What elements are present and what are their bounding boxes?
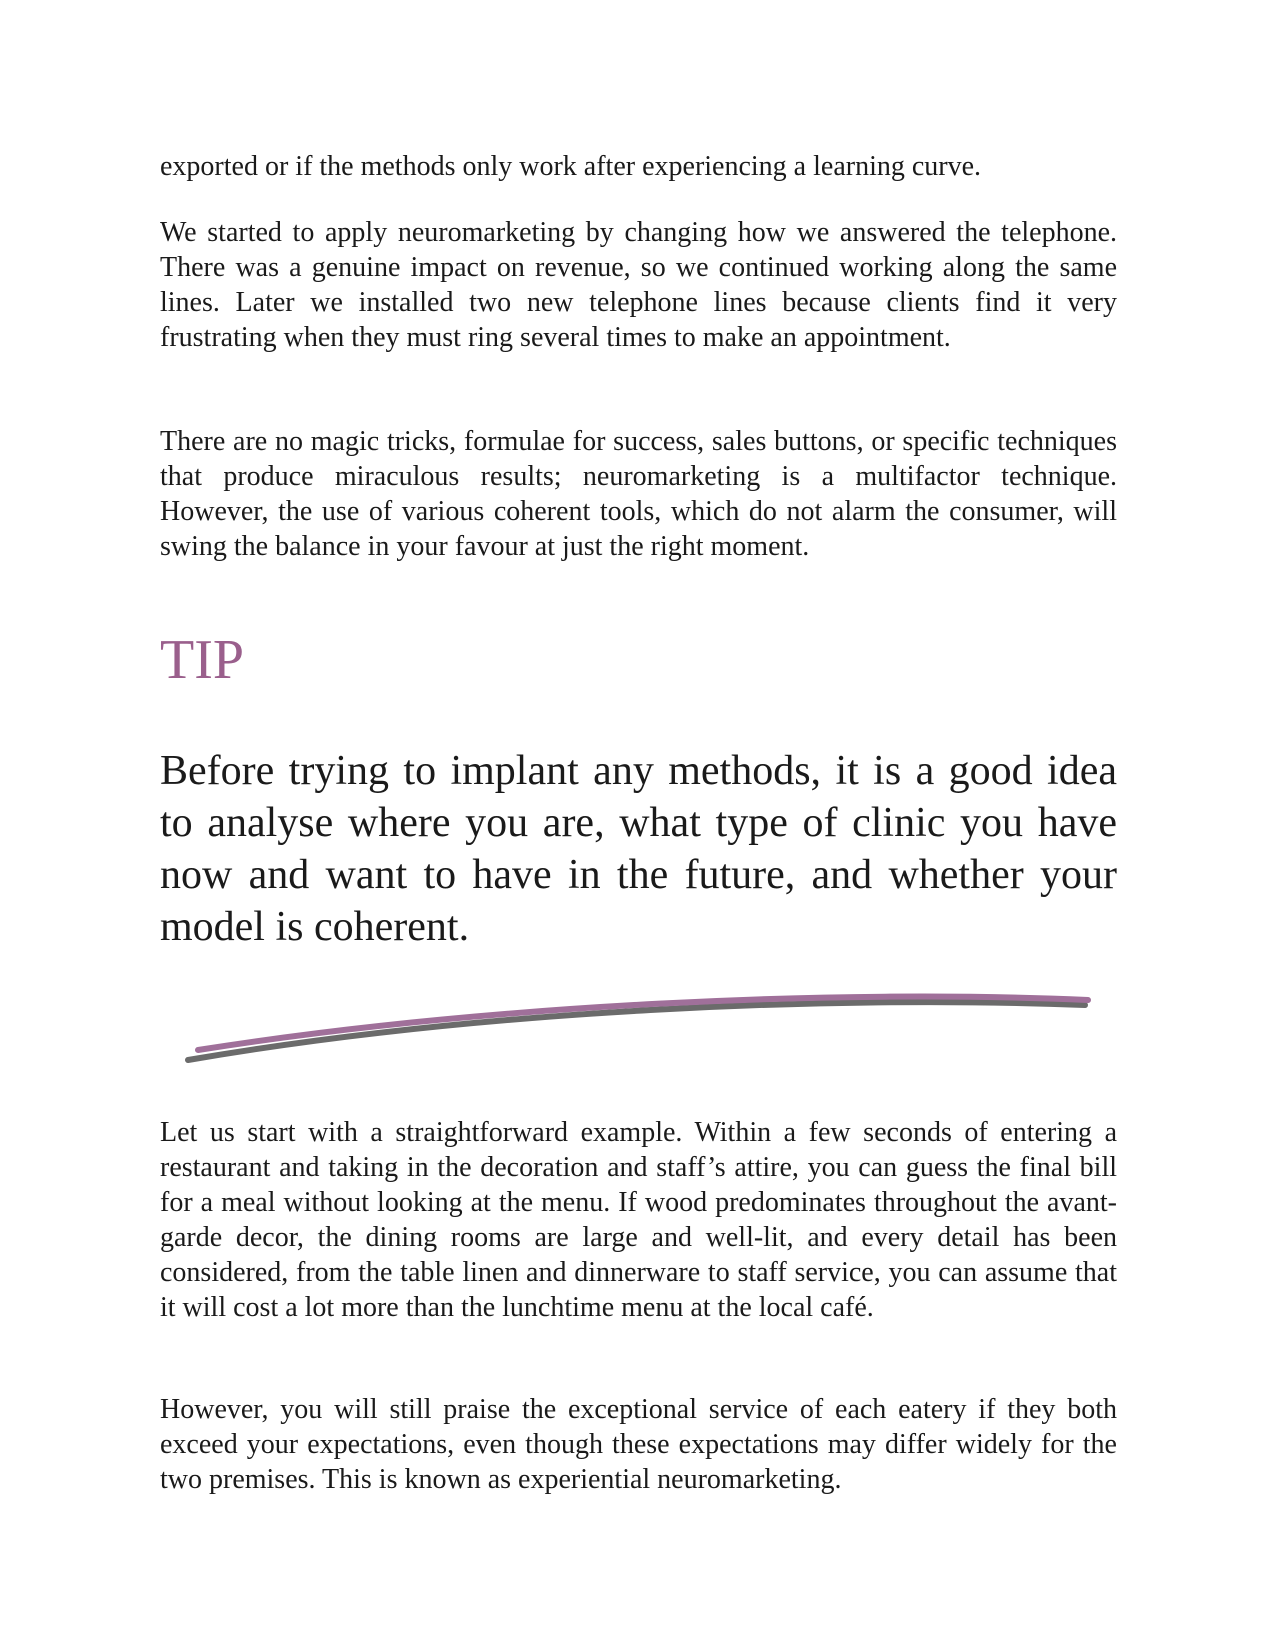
paragraph-experiential-neuromarketing: However, you will still praise the exceptional service of each eatery if they both exceed your expectations, even though these expectations may differ widely for the two premises. This is known as experiential neuromarketing. [160, 1394, 1117, 1495]
paragraph-no-magic-tricks: There are no magic tricks, formulae for success, sales buttons, or specific techniques that produce miraculous results; neuromarketing is a multifactor technique. However, the use of various coherent tools, which do not alarm the consumer, will swing the balance in your favour at just the right moment. [160, 426, 1117, 562]
paragraph-restaurant-example: Let us start with a straightforward example. Within a few seconds of entering a restaurant and taking in the decoration and staff’s attire, you can guess the final bill for a meal without looking at the menu. If wood predominates throughout the avant-garde decor, the dining rooms are large and well-lit, and every detail has been considered, from the table linen and dinnerware to staff service, you can assume that it will cost a lot more than the lunchtime menu at the local café. [160, 1117, 1117, 1323]
paragraph-learning-curve: exported or if the methods only work after experiencing a learning curve. [160, 151, 982, 182]
paragraph-telephone: We started to apply neuromarketing by changing how we answered the telephone. There was a genuine impact on revenue, so we continued working along the same lines. Later we installed two new telephone lines because clients find it very frustrating when they must ring several times to make an appointment. [160, 217, 1117, 353]
brush-stroke-divider [180, 990, 1100, 1080]
tip-heading: TIP [160, 629, 244, 691]
tip-text: Before trying to implant any methods, it is a good idea to analyse where you are, what type of clinic you have now and want to have in the future, and whether your model is coherent. [160, 748, 1117, 950]
